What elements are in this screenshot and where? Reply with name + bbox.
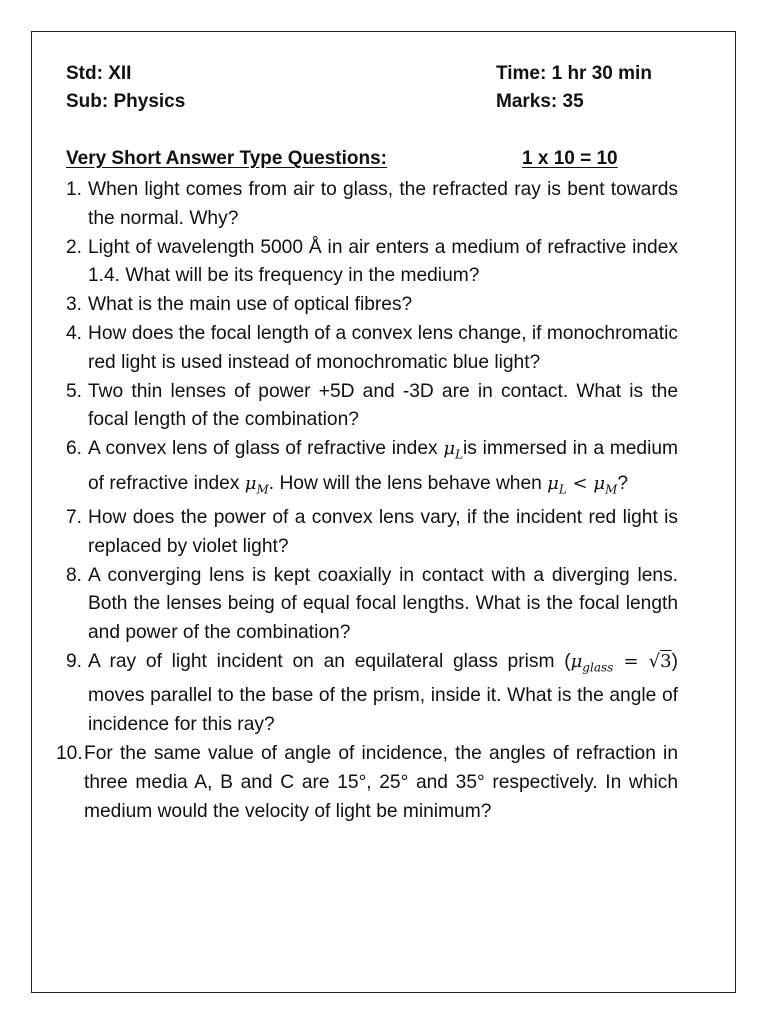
question-text: What is the main use of optical fibres? [88,294,413,316]
question-text: For the same value of angle of incidence, the angles of refraction in three media A, B and C are 15°, 25° and 35° respectively. In which medium would the velocity of light be minimum? [84,742,678,822]
header-marks: Marks: 35 [496,91,584,112]
question-text-part: ? [617,472,629,494]
question-text-part: . How will the lens behave when [268,472,548,494]
question-2 [66,234,678,292]
question-text: How does the focal length of a convex lens change, if monochromatic red light is used instead of monochromatic blue light? [88,322,678,373]
question-5 [66,378,678,436]
question-number: 6. [66,438,83,460]
math-mu-glass: $\mu_{glass} = √3$ [570,650,672,675]
header-std: Std: XII [66,63,132,84]
question-list [56,176,678,826]
question-text: How does the power of a convex lens vary, if the incident red light is replaced by violet light? [88,506,678,557]
question-number: 2. [66,236,83,258]
question-number: 9. [66,650,83,672]
section-title: Very Short Answer Type Questions: [66,148,387,169]
question-text: When light comes from air to glass, the refracted ray is bent towards the normal. Why? [88,179,678,229]
question-text: Two thin lenses of power +5D and -3D are in contact. What is the focal length of the combination? [88,380,678,431]
question-7 [66,504,678,562]
question-number: 10. [56,742,83,764]
header-subject: Sub: Physics [66,91,186,112]
math-inequality: $\mu_L < \mu_M$ [547,472,618,497]
question-number: 5. [66,380,83,402]
question-text: Light of wavelength 5000 Å in air enters a medium of refractive index 1.4. What will be its frequency in the medium? [88,236,678,287]
math-mu-l: $\mu_L$ [443,438,464,462]
question-text-part: A ray of light incident on an equilateral glass prism ( [88,650,571,672]
question-number: 1. [66,179,83,200]
question-text-part: ) moves parallel to the base of the prism, inside it. What is the angle of incidence for this ray? [88,650,678,736]
section-marks: 1 x 10 = 10 [522,148,618,169]
question-number: 4. [66,322,83,344]
question-6 [66,435,678,504]
question-text-part: A convex lens of glass of refractive index [88,438,444,460]
question-1 [66,176,678,234]
question-4 [66,320,678,378]
question-9 [66,648,678,740]
question-8 [66,562,678,648]
math-mu-m: $\mu_M$ [244,472,269,497]
question-number: 7. [66,506,83,528]
question-number: 8. [66,564,83,586]
question-3 [66,291,678,320]
question-text: A converging lens is kept coaxially in contact with a diverging lens. Both the lenses being of equal focal lengths. What is the focal length and power of the combination? [88,564,678,644]
question-text-part: is immersed in a medium of refractive index [88,438,678,494]
question-10 [56,740,678,826]
header-time: Time: 1 hr 30 min [496,63,652,84]
question-number: 3. [66,294,83,316]
